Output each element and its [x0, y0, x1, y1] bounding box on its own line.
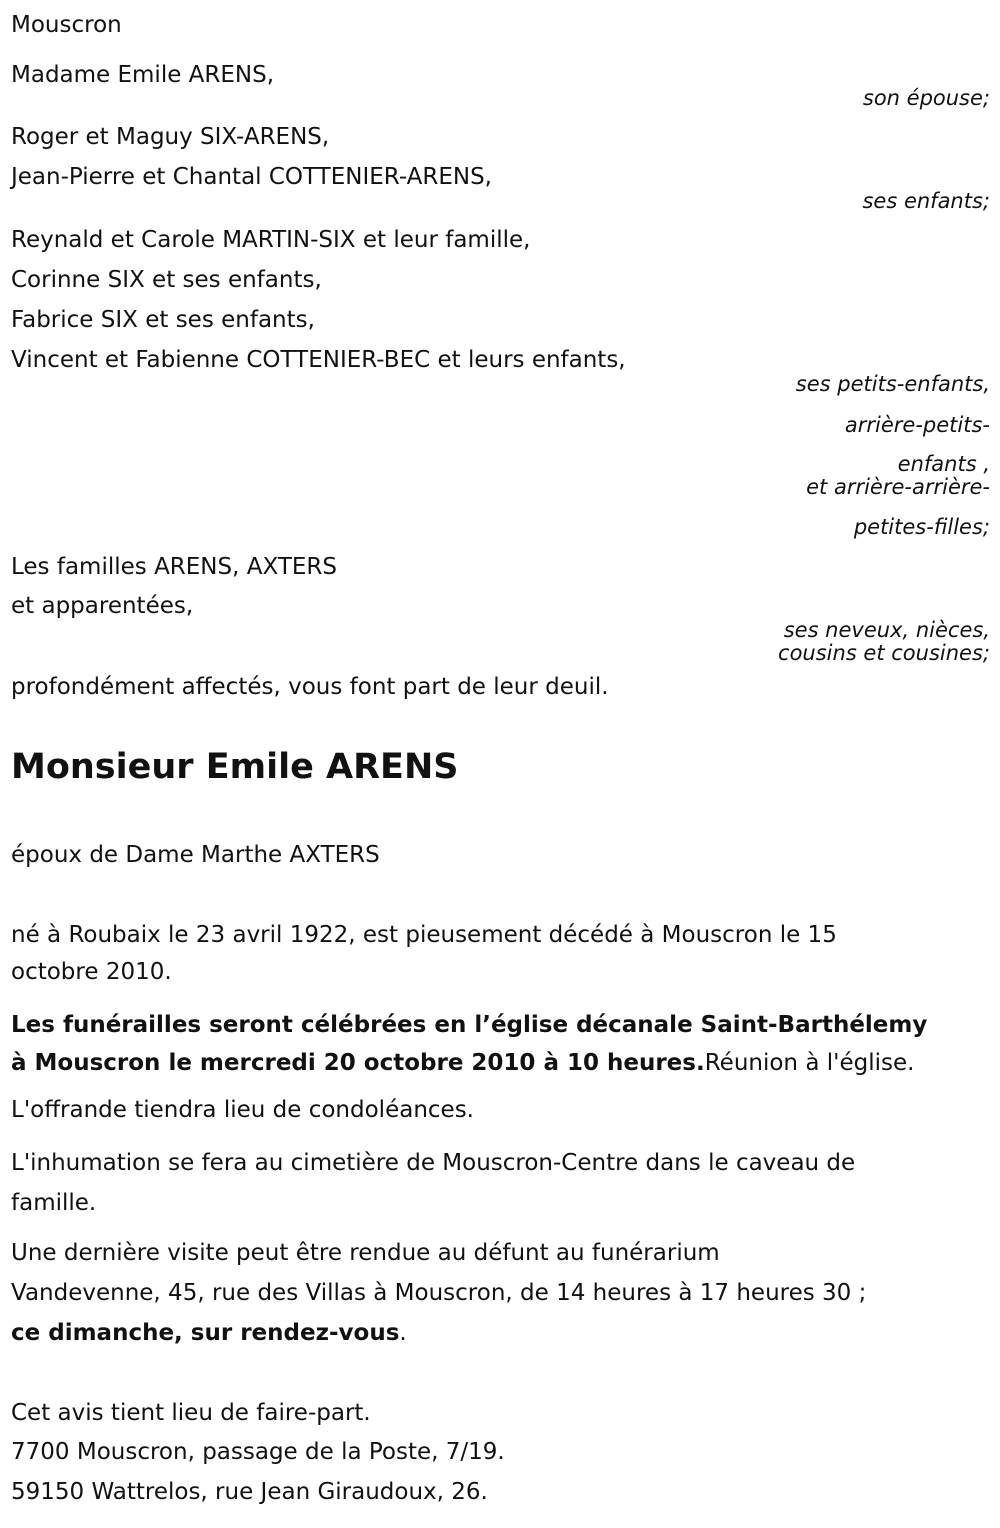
deceased-name: Monsieur Emile ARENS — [11, 747, 459, 787]
funeral-meeting: Réunion à l'église. — [704, 1050, 915, 1076]
relation-label: son épouse; — [862, 86, 990, 110]
footer-address: 59150 Wattrelos, rue Jean Giraudoux, 26. — [11, 1479, 488, 1505]
family-line: Fabrice SIX et ses enfants, — [11, 307, 315, 333]
visit-line: Vandevenne, 45, rue des Villas à Mouscron, de 14 heures à 17 heures 30 ; — [11, 1280, 867, 1306]
relation-label: ses petits-enfants, — [795, 372, 990, 396]
family-line: et apparentées, — [11, 593, 194, 619]
relation-label: cousins et cousines; — [778, 641, 990, 665]
footer-line: Cet avis tient lieu de faire-part. — [11, 1400, 371, 1426]
relation-label: et arrière-arrière- — [806, 475, 990, 499]
family-line: Corinne SIX et ses enfants, — [11, 267, 322, 293]
inhumation-line: famille. — [11, 1190, 97, 1216]
visit-bold: ce dimanche, sur rendez-vous — [11, 1320, 400, 1346]
inhumation-line: L'inhumation se fera au cimetière de Mouscron-Centre dans le caveau de — [11, 1150, 856, 1176]
family-closing: profondément affectés, vous font part de leur deuil. — [11, 674, 609, 700]
city-heading: Mouscron — [11, 12, 122, 38]
relation-label: enfants , — [897, 452, 990, 476]
relation-label: ses neveux, nièces, — [783, 618, 990, 642]
footer-address: 7700 Mouscron, passage de la Poste, 7/19. — [11, 1439, 505, 1465]
birth-death-line: né à Roubaix le 23 avril 1922, est pieusement décédé à Mouscron le 15 — [11, 922, 837, 948]
funeral-line — [11, 1010, 927, 1040]
visit-line: Une dernière visite peut être rendue au défunt au funérarium — [11, 1240, 720, 1266]
spouse-line: époux de Dame Marthe AXTERS — [11, 842, 380, 868]
funeral-line — [11, 1048, 914, 1078]
funeral-bold: à Mouscron le mercredi 20 octobre 2010 à 10 heures. — [11, 1050, 705, 1076]
family-line: Vincent et Fabienne COTTENIER-BEC et leurs enfants, — [11, 347, 626, 373]
relation-label: ses enfants; — [862, 189, 990, 213]
relation-label: arrière-petits- — [844, 413, 990, 437]
family-line: Madame Emile ARENS, — [11, 62, 275, 88]
funeral-bold: Les funérailles seront célébrées en l’église décanale Saint-Barthélemy — [11, 1012, 928, 1038]
visit-end: . — [399, 1320, 407, 1346]
family-line: Reynald et Carole MARTIN-SIX et leur famille, — [11, 227, 531, 253]
relation-label: petites-filles; — [853, 515, 990, 539]
visit-line — [11, 1318, 407, 1348]
family-line: Roger et Maguy SIX-ARENS, — [11, 124, 330, 150]
family-line: Jean-Pierre et Chantal COTTENIER-ARENS, — [11, 164, 492, 190]
birth-death-line: octobre 2010. — [11, 959, 172, 985]
offrande-line: L'offrande tiendra lieu de condoléances. — [11, 1097, 474, 1123]
family-line: Les familles ARENS, AXTERS — [11, 554, 337, 580]
